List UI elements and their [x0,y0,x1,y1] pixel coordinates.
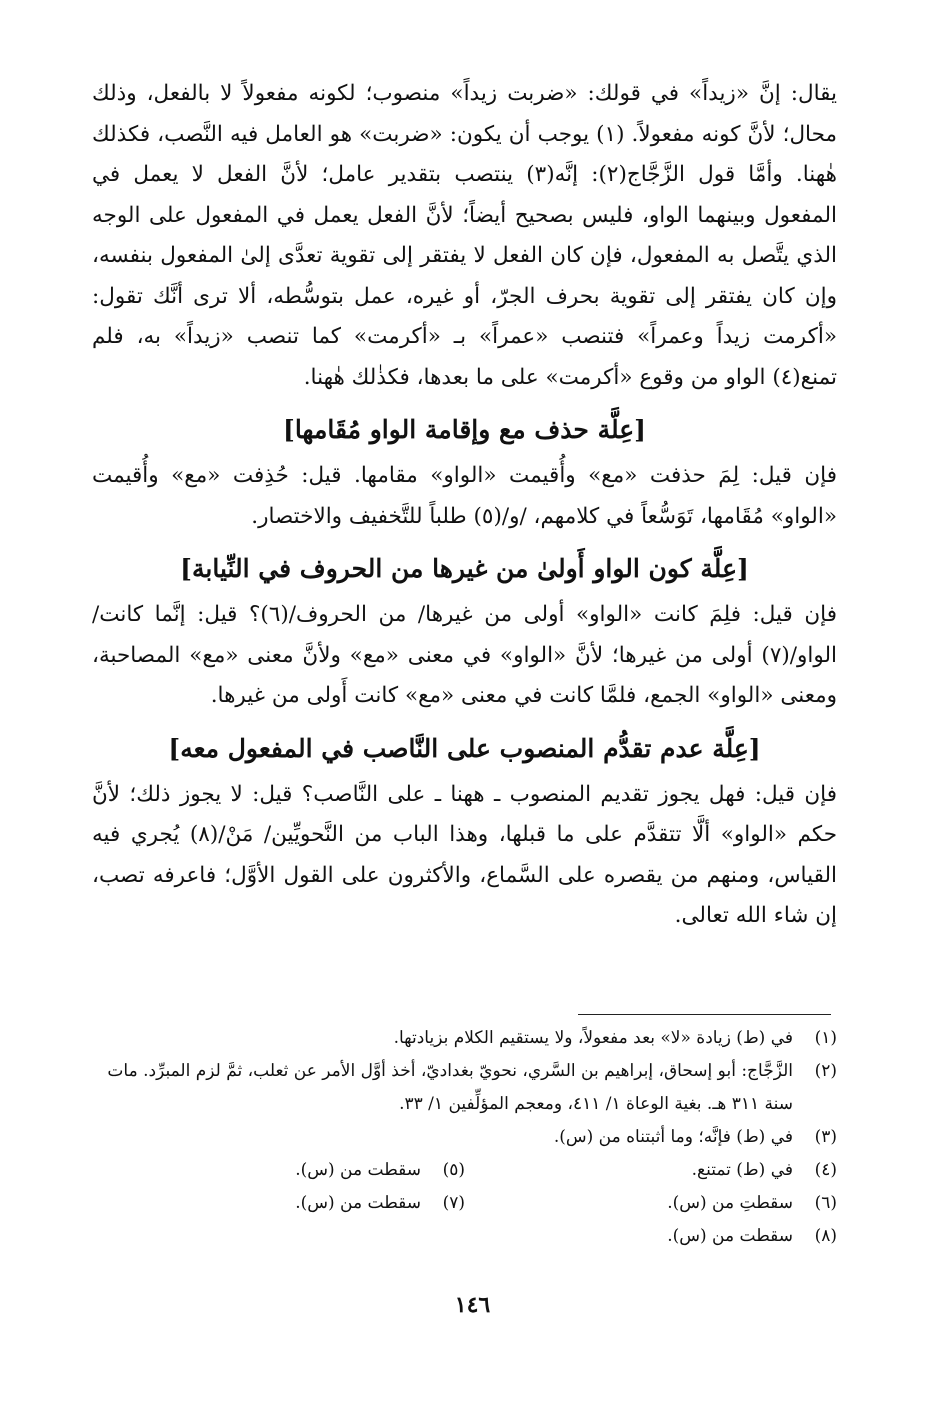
footnote-row-4-5 [92,1154,837,1187]
footnote-number: (٦) [814,1193,837,1213]
paragraph-2: فإن قيل: لِمَ حذفت «مع» وأُقيمت «الواو» مقامها. قيل: حُذِفت «مع» وأُقيمت «الواو» مُقَامها، تَوَسُّعاً في كلامهم، /و/(٥) طلباً للتَّخفيف والاختصار. [92,463,837,529]
footnote-text: في (ط) فإنَّه؛ وما أثبتناه من (س). [553,1127,793,1147]
footnote-row-6-7 [92,1187,837,1220]
footnote-3 [92,1121,837,1154]
footnotes [92,1022,837,1253]
footnote-number: (٥) [442,1160,465,1180]
footnote-2 [92,1055,837,1121]
section-heading-1: [عِلَّة حذف مع وإقامة الواو مُقَامها] [282,415,647,444]
paragraph-1: يقال: إنَّ «زيداً» في قولك: «ضربت زيداً» منصوب؛ لكونه مفعولاً لا بالفعل، وذلك محال؛ لأنَّ كونه مفعولاً. (١) يوجب أن يكون: «ضربت» هو العامل فيه النَّصب، فكذلك هٰهنا. وأمَّا قول الزَّجَّاج(٢): إنَّه(٣) ينتصب بتقدير عامل؛ لأنَّ الفعل لا يعمل في المفعول وبينهما الواو، فليس بصحيح أيضاً؛ لأنَّ الفعل يعمل في المفعول على الوجه الذي يتَّصل به المفعول، فإن كان الفعل لا يفتقر إلى تقوية تعدَّى إلىٰ المفعول بنفسه، وإن كان يفتقر إلى تقوية بحرف الجرّ، أو غيره، عمل بتوسُّطه، ألا ترى أنَّك تقول: «أكرمت زيداً وعمراً» فتنصب «عمراً» بـ «أكرمت» كما تنصب «زيداً» به، فلم تمنع(٤) الواو من وقوع «أكرمت» على ما بعدها، فكذٰلك هٰهنا. [92,81,838,390]
footnote-text: في (ط) زيادة «لا» بعد مفعولاً، ولا يستقيم الكلام بزيادتها. [393,1028,793,1048]
footnote-1 [92,1022,837,1055]
footnote-divider [578,1014,831,1015]
footnote-number: (٢) [814,1061,837,1081]
footnote-number: (٣) [814,1127,837,1147]
footnote-number: (٧) [442,1193,465,1213]
footnote-4 [465,1154,837,1187]
footnote-text: سقطتِ من (س). [667,1193,793,1213]
footnote-text: الزَّجَّاج: أبو إسحاق، إبراهيم بن السَّري، نحويّ بغداديّ، أخذ أوَّل الأمر عن ثعلب، ثمَّ لزم المبرِّد. مات سنة ٣١١ هـ. بغية الوعاة ١/ ٤١١، ومعجم المؤلِّفين ١/ ٣٣. [107,1061,793,1114]
footnote-text: سقطت من (س). [667,1226,793,1246]
footnote-text: في (ط) تمتنع. [691,1160,793,1180]
footnote-7 [93,1187,465,1220]
page-number: ١٤٦ [454,1292,491,1318]
footnote-6 [465,1187,837,1220]
footnote-8 [92,1220,837,1253]
footnote-number: (٤) [814,1160,837,1180]
footnote-number: (١) [814,1028,837,1048]
paragraph-4: فإن قيل: فهل يجوز تقديم المنصوب ـ ههنا ـ على النَّاصب؟ قيل: لا يجوز ذلك؛ لأنَّ حكم «الواو» ألَّا تتقدَّم على ما قبلها، وهذا الباب من النَّحويِّين/ مَنْ/(٨) يُجري فيه القياس، ومنهم من يقصره على السَّماع، والأكثرون على القول الأوَّل؛ فاعرفه تصب، إن شاء الله تعالى. [92,781,837,928]
footnote-number: (٨) [814,1226,837,1246]
footnote-5 [93,1154,465,1187]
footnote-text: سقطت من (س). [295,1193,421,1213]
paragraph-3: فإن قيل: فلِمَ كانت «الواو» أولى من غيرها/ من الحروف/(٦)؟ قيل: إنَّما كانت/ الواو/(٧) أولى من غيرها؛ لأنَّ «الواو» في معنى «مع» ولأنَّ معنى «مع» المصاحبة، ومعنى «الواو» الجمع، فلمَّا كانت في معنى «مع» كانت أَولى من غيرها. [92,602,837,708]
footnote-text: سقطت من (س). [295,1160,421,1180]
section-heading-2: [عِلَّة كون الواو أَولىٰ من غيرها من الحروف في النِّيابة] [180,554,749,583]
main-text [92,74,837,937]
section-heading-3: [عِلَّة عدم تقدُّم المنصوب على النَّاصب في المفعول معه] [168,733,761,763]
